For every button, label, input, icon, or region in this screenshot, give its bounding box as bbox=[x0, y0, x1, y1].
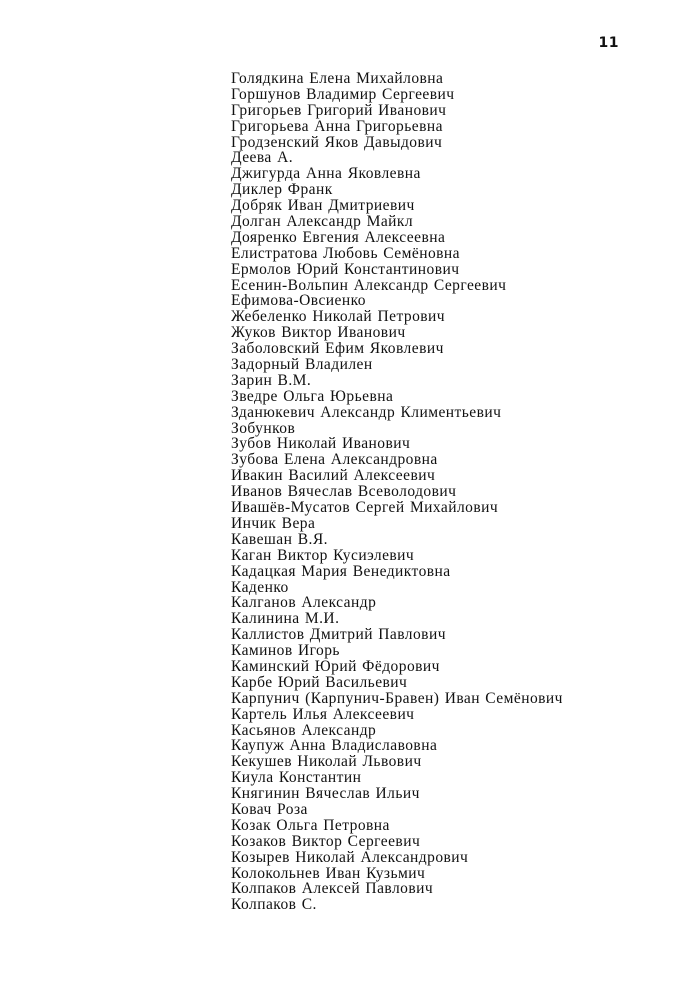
name-list-item: Горшунов Владимир Сергеевич bbox=[231, 85, 455, 103]
name-list-item: Долган Александр Майкл bbox=[231, 213, 414, 231]
name-list-item: Гродзенский Яков Давыдович bbox=[231, 133, 443, 151]
name-list-item: Каупуж Анна Владиславовна bbox=[231, 737, 438, 755]
name-list-item: Кавешан В.Я. bbox=[231, 530, 328, 548]
page-number: 11 bbox=[598, 35, 619, 51]
name-list-item: Зведре Ольга Юрьевна bbox=[231, 387, 394, 405]
name-list-item: Заболовский Ефим Яковлевич bbox=[231, 340, 444, 358]
name-list-item: Каденко bbox=[231, 578, 289, 596]
name-list-item: Калинина М.И. bbox=[231, 610, 340, 628]
name-list-item: Зубова Елена Александровна bbox=[231, 451, 438, 469]
name-list-item: Картель Илья Алексеевич bbox=[231, 705, 415, 723]
name-list-item: Инчик Вера bbox=[231, 514, 316, 532]
name-list-item: Кадацкая Мария Венедиктовна bbox=[231, 562, 451, 580]
name-list-item: Зданюкевич Александр Климентьевич bbox=[231, 403, 502, 421]
name-list-item: Голядкина Елена Михайловна bbox=[231, 70, 444, 87]
name-list-item: Карбе Юрий Васильевич bbox=[231, 673, 408, 691]
name-list-item: Жебеленко Николай Петрович bbox=[231, 308, 446, 326]
name-list-item: Каминский Юрий Фёдорович bbox=[231, 657, 440, 675]
name-list-item: Карпунич (Карпунич-Бравен) Иван Семёнович bbox=[231, 689, 563, 707]
name-list-item: Ивакин Василий Алексеевич bbox=[231, 467, 436, 485]
name-list-item: Жуков Виктор Иванович bbox=[231, 324, 406, 342]
name-list-item: Григорьев Григорий Иванович bbox=[231, 101, 447, 119]
name-list-item: Есенин-Вольпин Александр Сергеевич bbox=[231, 276, 507, 294]
name-list-item: Ефимова-Овсиенко bbox=[231, 292, 366, 310]
name-list-item: Задорный Владилен bbox=[231, 356, 373, 374]
name-list-item: Ковач Роза bbox=[231, 800, 308, 818]
name-list-item: Елистратова Любовь Семёновна bbox=[231, 244, 460, 262]
name-list-item: Колокольнев Иван Кузьмич bbox=[231, 864, 426, 882]
name-list-item: Княгинин Вячеслав Ильич bbox=[231, 785, 420, 803]
name-list-item: Касьянов Александр bbox=[231, 721, 377, 739]
name-list-item: Деева А. bbox=[231, 149, 294, 167]
name-list-item: Джигурда Анна Яковлевна bbox=[231, 165, 421, 183]
name-list-item: Козаков Виктор Сергеевич bbox=[231, 832, 421, 850]
name-list-item: Зубов Николай Иванович bbox=[231, 435, 411, 453]
name-list-item: Иванов Вячеслав Всеволодович bbox=[231, 483, 457, 501]
name-list-item: Зобунков bbox=[231, 419, 296, 437]
name-list-item: Колпаков С. bbox=[231, 896, 317, 914]
name-list-item: Кекушев Николай Львович bbox=[231, 753, 422, 771]
name-list-item: Ивашёв-Мусатов Сергей Михайлович bbox=[231, 499, 499, 517]
name-list-item: Козырев Николай Александрович bbox=[231, 848, 469, 866]
name-list-item: Калганов Александр bbox=[231, 594, 377, 612]
name-list-item: Каминов Игорь bbox=[231, 642, 340, 660]
name-list-item: Зарин В.М. bbox=[231, 371, 312, 389]
name-list-item: Григорьева Анна Григорьевна bbox=[231, 117, 443, 135]
name-list-item: Дояренко Евгения Алексеевна bbox=[231, 228, 446, 246]
name-list-item: Добряк Иван Дмитриевич bbox=[231, 197, 415, 215]
name-list-item: Колпаков Алексей Павлович bbox=[231, 880, 434, 898]
name-list-item: Каган Виктор Кусиэлевич bbox=[231, 546, 415, 564]
name-list-item: Каллистов Дмитрий Павлович bbox=[231, 626, 446, 644]
name-list-item: Козак Ольга Петровна bbox=[231, 816, 390, 834]
name-list-item: Ермолов Юрий Константинович bbox=[231, 260, 460, 278]
name-list-item: Киула Константин bbox=[231, 769, 362, 787]
name-list-item: Диклер Франк bbox=[231, 181, 333, 199]
name-list bbox=[231, 71, 563, 913]
